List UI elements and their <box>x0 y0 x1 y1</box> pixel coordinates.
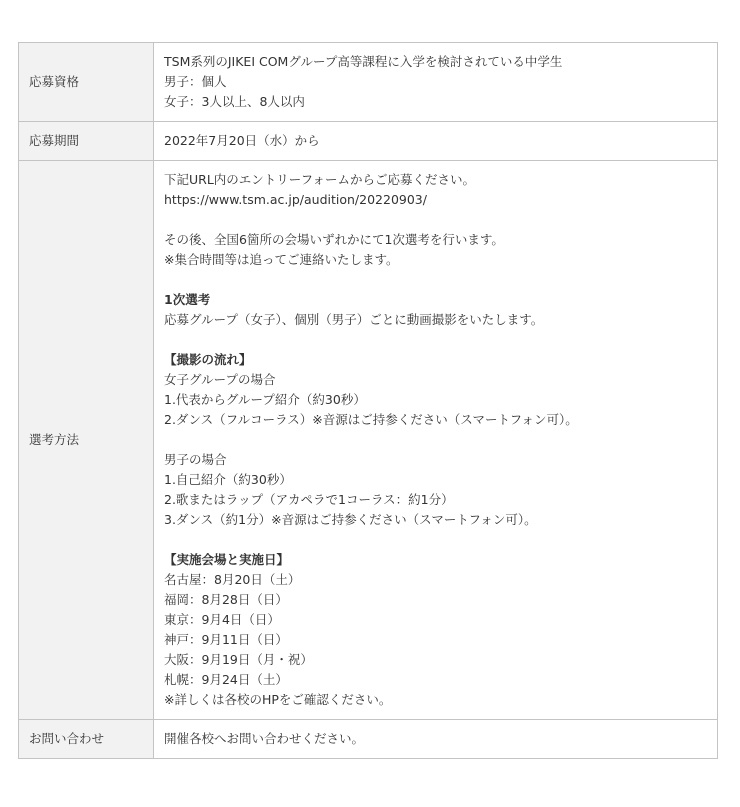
section-heading: 【実施会場と実施日】 <box>164 552 290 567</box>
value-line: ※集合時間等は追ってご連絡いたします。 <box>164 252 399 267</box>
row-label: 応募資格 <box>19 43 154 122</box>
table-row <box>19 720 718 759</box>
venue-date-line: 名古屋：8月20日（土） <box>164 572 301 587</box>
table-row <box>19 122 718 161</box>
value-line: その後、全国6箇所の会場いずれかにて1次選考を行います。 <box>164 232 504 247</box>
blank-line <box>164 270 707 290</box>
info-table <box>18 42 718 759</box>
row-label: 選考方法 <box>19 161 154 720</box>
info-table-body <box>19 43 718 759</box>
value-line: 下記URL内のエントリーフォームからご応募ください。 <box>164 172 476 187</box>
row-value <box>154 43 718 122</box>
row-value <box>154 122 718 161</box>
row-label: 応募期間 <box>19 122 154 161</box>
venue-date-line: 東京：9月4日（日） <box>164 612 280 627</box>
value-line: 男子：個人 <box>164 74 227 89</box>
value-line: 3.ダンス（約1分）※音源はご持参ください（スマートフォン可）。 <box>164 512 537 527</box>
value-line: 2022年7月20日（水）から <box>164 133 320 148</box>
value-line: 2.ダンス（フルコーラス）※音源はご持参ください（スマートフォン可）。 <box>164 412 578 427</box>
url-text: https://www.tsm.ac.jp/audition/20220903/ <box>164 192 427 207</box>
value-line: ※詳しくは各校のHPをご確認ください。 <box>164 692 392 707</box>
value-line: 応募グループ（女子）、個別（男子）ごとに動画撮影をいたします。 <box>164 312 544 327</box>
value-line: 1.代表からグループ紹介（約30秒） <box>164 392 366 407</box>
section-heading: 【撮影の流れ】 <box>164 352 252 367</box>
value-line: 男子の場合 <box>164 452 227 467</box>
row-value <box>154 720 718 759</box>
venue-date-line: 大阪：9月19日（月・祝） <box>164 652 313 667</box>
row-value <box>154 161 718 720</box>
section-heading: 1次選考 <box>164 292 211 307</box>
table-row <box>19 43 718 122</box>
value-line: TSM系列のJIKEI COMグループ高等課程に入学を検討されている中学生 <box>164 54 563 69</box>
table-row <box>19 161 718 720</box>
venue-date-line: 神戸：9月11日（日） <box>164 632 288 647</box>
venue-date-line: 札幌：9月24日（土） <box>164 672 288 687</box>
value-line: 1.自己紹介（約30秒） <box>164 472 292 487</box>
value-line: 女子グループの場合 <box>164 372 276 387</box>
blank-line <box>164 430 707 450</box>
value-line: 2.歌またはラップ（アカペラで1コーラス：約1分） <box>164 492 454 507</box>
blank-line <box>164 210 707 230</box>
blank-line <box>164 330 707 350</box>
row-label: お問い合わせ <box>19 720 154 759</box>
venue-date-line: 福岡：8月28日（日） <box>164 592 288 607</box>
value-line: 開催各校へお問い合わせください。 <box>164 731 365 746</box>
blank-line <box>164 530 707 550</box>
value-line: 女子：3人以上、8人以内 <box>164 94 305 109</box>
